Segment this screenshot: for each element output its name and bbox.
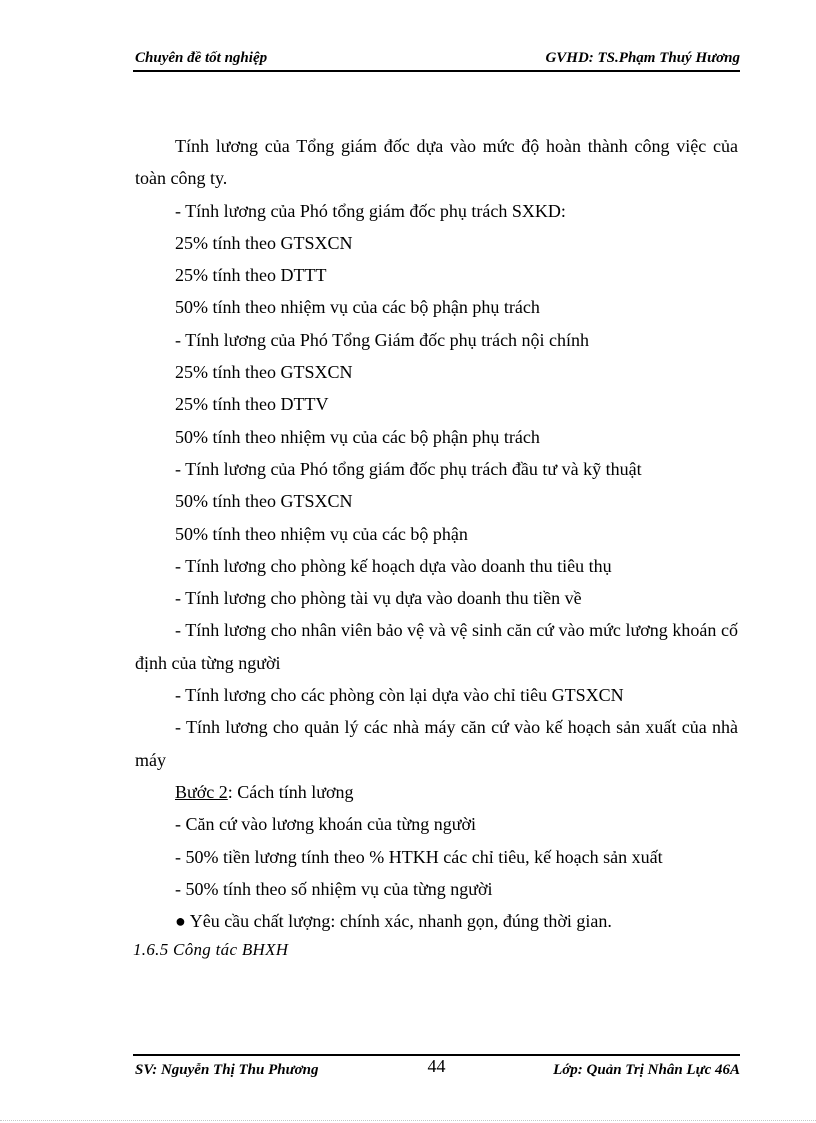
header-document-type: Chuyên đề tốt nghiệp (135, 50, 268, 66)
list-item: - Tính lương của Phó tổng giám đốc phụ trách đầu tư và kỹ thuật (175, 458, 642, 479)
list-item: 50% tính theo nhiệm vụ của các bộ phận phụ trách (175, 297, 540, 318)
list-item: - Tính lương cho phòng tài vụ dựa vào doanh thu tiền về (175, 588, 582, 609)
list-item: - Tính lương cho phòng kế hoạch dựa vào doanh thu tiêu thụ (175, 555, 612, 576)
step-2-label: Bước 2 (175, 781, 228, 802)
list-item: 50% tính theo GTSXCN (175, 491, 353, 512)
page-header (133, 48, 740, 72)
page-footer (133, 1054, 740, 1082)
list-item: - Tính lương của Phó Tổng Giám đốc phụ trách nội chính (175, 329, 590, 350)
page-edge-divider (0, 1120, 816, 1121)
list-item: 25% tính theo GTSXCN (175, 232, 353, 253)
step-2-text: : Cách tính lương (227, 781, 354, 802)
list-item-requirement: ● Yêu cầu chất lượng: chính xác, nhanh gọn, đúng thời gian. (175, 911, 612, 932)
list-item: - 50% tính theo số nhiệm vụ của từng người (175, 878, 493, 899)
paragraph-ceo-salary: Tính lương của Tổng giám đốc dựa vào mức độ hoàn thành công việc của toàn công ty. (135, 136, 738, 189)
list-item: 50% tính theo nhiệm vụ của các bộ phận phụ trách (175, 426, 540, 447)
list-item: - Căn cứ vào lương khoán của từng người (175, 814, 476, 835)
body-text (135, 130, 738, 937)
paragraph-security-staff: - Tính lương cho nhân viên bảo vệ và vệ sinh căn cứ vào mức lương khoán cố định của từng người (135, 620, 738, 673)
paragraph-factory-managers: - Tính lương cho quản lý các nhà máy căn cứ vào kế hoạch sản xuất của nhà máy (135, 717, 738, 770)
list-item: - 50% tiền lương tính theo % HTKH các chỉ tiêu, kế hoạch sản xuất (175, 846, 663, 867)
list-item: - Tính lương cho các phòng còn lại dựa vào chỉ tiêu GTSXCN (175, 685, 624, 706)
step-2-heading (135, 776, 738, 808)
footer-student: SV: Nguyễn Thị Thu Phương (135, 1062, 319, 1078)
footer-class: Lớp: Quản Trị Nhân Lực 46A (553, 1062, 740, 1078)
page-number: 44 (427, 1056, 446, 1076)
list-item: 25% tính theo DTTV (175, 394, 329, 415)
header-advisor: GVHD: TS.Phạm Thuý Hương (545, 50, 740, 66)
section-heading: 1.6.5 Công tác BHXH (133, 940, 289, 959)
list-item: 25% tính theo GTSXCN (175, 362, 353, 383)
list-item: - Tính lương của Phó tổng giám đốc phụ trách SXKD: (175, 200, 566, 221)
list-item: 50% tính theo nhiệm vụ của các bộ phận (175, 523, 468, 544)
list-item: 25% tính theo DTTT (175, 265, 327, 286)
